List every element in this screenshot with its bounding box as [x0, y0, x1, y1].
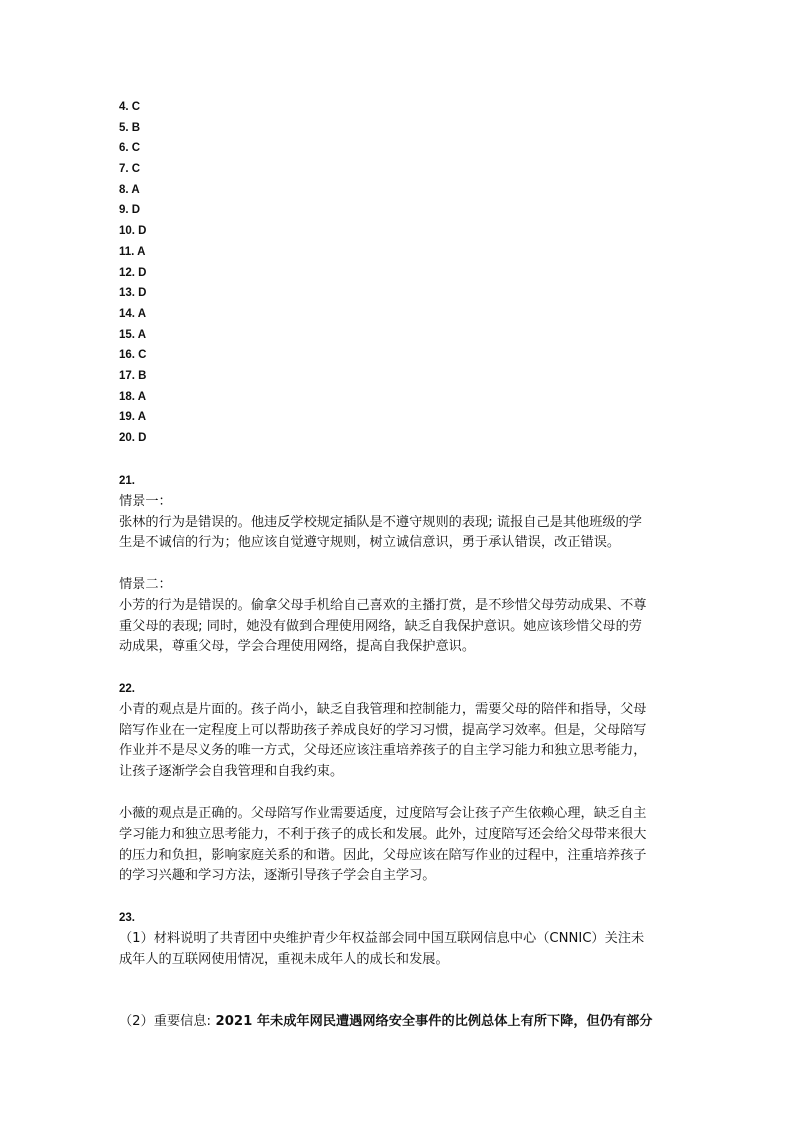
answer-item: 6. C	[119, 142, 141, 155]
answer-line: 陪写作业在一定程度上可以帮助孩子养成良好的学习习惯，提高学习效率。但是，父母陪写	[119, 722, 647, 738]
question-21-scenario-2	[119, 575, 679, 658]
answer-item: 15. A	[119, 328, 147, 341]
answer-item: 7. C	[119, 163, 141, 176]
question-22	[119, 679, 679, 783]
answer-item: 5. B	[119, 121, 141, 134]
scenario-title: 情景二：	[119, 577, 172, 592]
answer-line: 作业并不是尽义务的唯一方式，父母还应该注重培养孩子的自主学习能力和独立思考能力，	[119, 743, 647, 759]
answer-item: 9. D	[119, 204, 141, 217]
part-label: （2）重要信息:	[119, 1014, 211, 1029]
answer-item: 20. D	[119, 432, 147, 444]
answer-item: 19. A	[119, 411, 147, 424]
answer-line: 动成果，尊重父母，学会合理使用网络，提高自我保护意识。	[119, 639, 476, 655]
question-number: 21.	[119, 475, 135, 487]
question-21	[119, 471, 679, 554]
answer-line: 张林的行为是错误的。他违反学校规定插队是不遵守规则的表现; 谎报自己是其他班级的学	[119, 514, 642, 530]
answer-list	[119, 97, 319, 449]
answer-item: 12. D	[119, 266, 147, 279]
answer-item: 10. D	[119, 225, 147, 238]
answer-item: 11. A	[119, 245, 146, 258]
scenario-title: 情景一：	[119, 493, 172, 509]
answer-item: 17. B	[119, 369, 147, 382]
answer-line: （1）材料说明了共青团中央维护青少年权益部会同中国互联网信息中心（CNNIC）关注未	[119, 930, 645, 946]
answer-line: 小芳的行为是错误的。偷拿父母手机给自己喜欢的主播打赏，是不珍惜父母劳动成果、不尊	[119, 597, 647, 613]
answer-item: 14. A	[119, 307, 147, 320]
answer-item: 4. C	[119, 101, 141, 113]
answer-item: 13. D	[119, 287, 147, 300]
answer-line: 重父母的表现; 同时，她没有做到合理使用网络，缺乏自我保护意识。她应该珍惜父母的劳	[119, 618, 642, 634]
answer-item: 16. C	[119, 349, 147, 362]
answer-line: 的压力和负担，影响家庭关系的和谐。因此，父母应该在陪写作业的过程中，注重培养孩子	[119, 847, 647, 863]
question-22-paragraph-2	[119, 804, 679, 887]
question-23	[119, 908, 679, 970]
answer-line: 生是不诚信的行为；他应该自觉遵守规则，树立诚信意识，勇于承认错误，改正错误。	[119, 535, 621, 551]
answer-line: 小青的观点是片面的。孩子尚小，缺乏自我管理和控制能力，需要父母的陪伴和指导，父母	[119, 701, 647, 717]
answer-text: 2021 年未成年网民遭遇网络安全事件的比例总体上有所下降，但仍有部分	[210, 1014, 653, 1029]
question-23-part-2	[119, 1012, 679, 1033]
answer-line: 小薇的观点是正确的。父母陪写作业需要适度，过度陪写会让孩子产生依赖心理，缺乏自主	[119, 806, 647, 821]
question-number: 23.	[119, 912, 135, 924]
answer-item: 18. A	[119, 390, 147, 403]
answer-line: 学习能力和独立思考能力，不利于孩子的成长和发展。此外，过度陪写还会给父母带来很大	[119, 826, 647, 842]
answer-line: 的学习兴趣和学习方法，逐渐引导孩子学会自主学习。	[119, 868, 436, 884]
answer-line: 让孩子逐渐学会自我管理和自我约束。	[119, 764, 344, 780]
question-number: 22.	[119, 683, 135, 695]
answer-line: 成年人的互联网使用情况，重视未成年人的成长和发展。	[119, 951, 449, 967]
answer-line	[119, 1012, 679, 1033]
answer-item: 8. A	[119, 183, 140, 196]
